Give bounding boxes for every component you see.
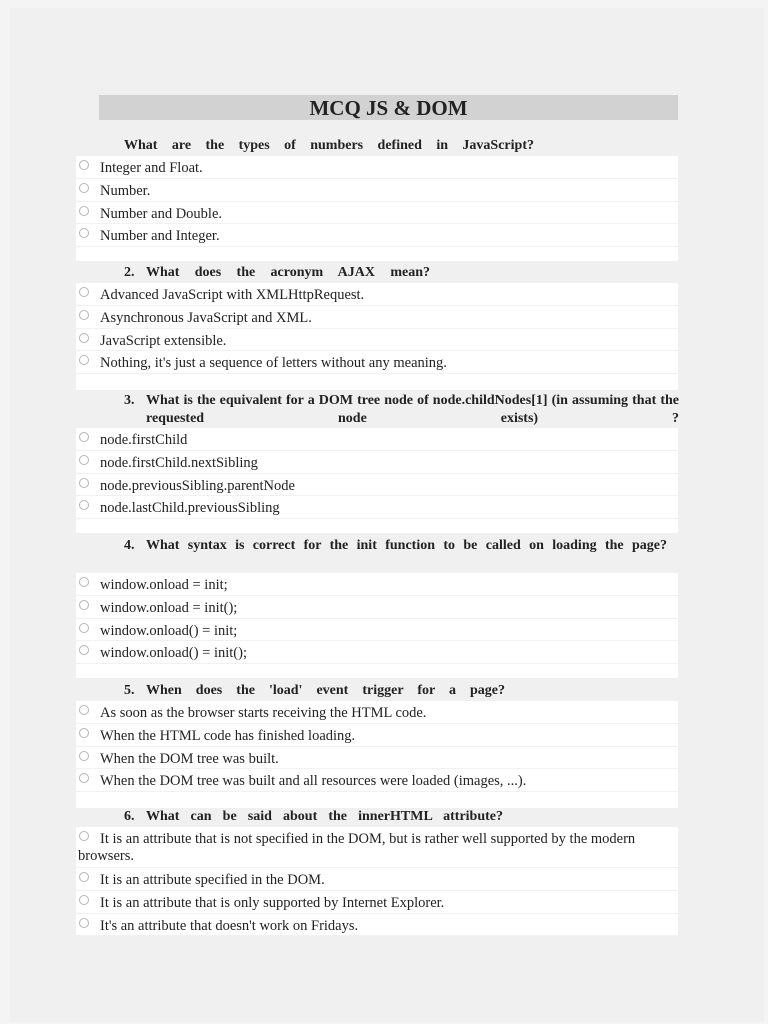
question-text: What are the types of numbers defined in JavaScript? (124, 138, 534, 153)
option-label: It is an attribute specified in the DOM. (100, 872, 325, 888)
option-3c[interactable] (76, 474, 678, 497)
option-label: Nothing, it's just a sequence of letters without any meaning. (100, 355, 447, 372)
question-1 (124, 137, 534, 155)
option-label: node.lastChild.previousSibling (100, 500, 280, 517)
radio-button[interactable] (79, 206, 89, 216)
radio-button[interactable] (79, 623, 89, 633)
radio-button[interactable] (79, 183, 89, 193)
option-2b[interactable] (76, 306, 678, 329)
page-title: MCQ JS & DOM (99, 95, 678, 120)
option-5a[interactable] (76, 701, 678, 724)
option-label: window.onload() = init; (100, 622, 238, 639)
radio-button[interactable] (79, 432, 89, 442)
radio-button[interactable] (79, 728, 89, 738)
option-label: It is an attribute that is not specified in the DOM, but is rather well supported by the modern browsers. (78, 831, 636, 864)
option-6d[interactable] (76, 914, 678, 937)
options-list-2 (76, 283, 678, 390)
radio-button[interactable] (79, 500, 89, 510)
options-list-5 (76, 701, 678, 808)
radio-button[interactable] (79, 895, 89, 905)
question-6 (124, 808, 503, 826)
question-5 (124, 682, 505, 700)
option-label: When the DOM tree was built and all resources were loaded (images, ...). (100, 773, 527, 790)
option-label: node.previousSibling.parentNode (100, 477, 295, 494)
option-label: When the HTML code has finished loading. (100, 727, 356, 744)
option-4c[interactable] (76, 619, 678, 642)
option-6a[interactable] (76, 827, 678, 868)
radio-button[interactable] (79, 872, 89, 882)
question-text: What syntax is correct for the init function to be called on loading the page? (146, 538, 667, 553)
option-label: When the DOM tree was built. (100, 750, 279, 767)
question-text: When does the 'load' event trigger for a page? (146, 683, 505, 698)
question-text: What is the equivalent for a DOM tree node of node.childNodes[1] (in assuming that the requested node exists) ? (146, 393, 679, 426)
radio-button[interactable] (79, 478, 89, 488)
radio-button[interactable] (79, 333, 89, 343)
radio-button[interactable] (79, 287, 89, 297)
radio-button[interactable] (79, 751, 89, 761)
option-2d[interactable] (76, 351, 678, 374)
radio-button[interactable] (79, 160, 89, 170)
option-1c[interactable] (76, 202, 678, 225)
option-4d[interactable] (76, 641, 678, 664)
question-number: 3. (124, 393, 135, 408)
option-label: window.onload = init; (100, 577, 228, 593)
option-label: As soon as the browser starts receiving the HTML code. (100, 705, 427, 721)
radio-button[interactable] (79, 773, 89, 783)
radio-button[interactable] (79, 228, 89, 238)
question-3 (124, 392, 679, 428)
radio-button[interactable] (79, 918, 89, 928)
option-6c[interactable] (76, 891, 678, 914)
option-label: window.onload = init(); (100, 599, 238, 616)
question-text: What does the acronym AJAX mean? (146, 265, 430, 280)
question-2 (124, 264, 430, 282)
option-label: JavaScript extensible. (100, 332, 227, 349)
question-4 (124, 537, 667, 555)
option-label: Number and Double. (100, 205, 223, 222)
option-label: node.firstChild (100, 432, 188, 448)
option-label: Number. (100, 182, 151, 199)
option-3d[interactable] (76, 496, 678, 519)
question-number: 6. (124, 809, 135, 824)
option-label: node.firstChild.nextSibling (100, 454, 258, 471)
option-3a[interactable] (76, 428, 678, 451)
radio-button[interactable] (79, 705, 89, 715)
radio-button[interactable] (79, 355, 89, 365)
option-5b[interactable] (76, 724, 678, 747)
option-4a[interactable] (76, 573, 678, 596)
options-list-3 (76, 428, 678, 533)
radio-button[interactable] (79, 645, 89, 655)
option-3b[interactable] (76, 451, 678, 474)
option-1d[interactable] (76, 224, 678, 247)
question-number: 2. (124, 265, 135, 280)
radio-button[interactable] (79, 600, 89, 610)
radio-button[interactable] (79, 310, 89, 320)
question-number: 5. (124, 683, 135, 698)
question-text: What can be said about the innerHTML attribute? (146, 809, 503, 824)
option-label: Asynchronous JavaScript and XML. (100, 309, 312, 326)
option-1a[interactable] (76, 156, 678, 179)
question-number: 4. (124, 538, 135, 553)
option-label: Advanced JavaScript with XMLHttpRequest. (100, 287, 365, 303)
option-label: Integer and Float. (100, 160, 203, 176)
radio-button[interactable] (79, 577, 89, 587)
options-list-4 (76, 573, 678, 678)
option-2a[interactable] (76, 283, 678, 306)
option-6b[interactable] (76, 868, 678, 891)
options-list-6 (76, 827, 678, 936)
option-label: It's an attribute that doesn't work on Fridays. (100, 917, 359, 934)
option-label: It is an attribute that is only supported by Internet Explorer. (100, 894, 445, 911)
option-label: Number and Integer. (100, 228, 220, 245)
option-1b[interactable] (76, 179, 678, 202)
option-4b[interactable] (76, 596, 678, 619)
options-list-1 (76, 156, 678, 261)
option-label: window.onload() = init(); (100, 645, 247, 662)
option-5d[interactable] (76, 769, 678, 792)
radio-button[interactable] (79, 455, 89, 465)
option-5c[interactable] (76, 747, 678, 770)
option-2c[interactable] (76, 329, 678, 352)
